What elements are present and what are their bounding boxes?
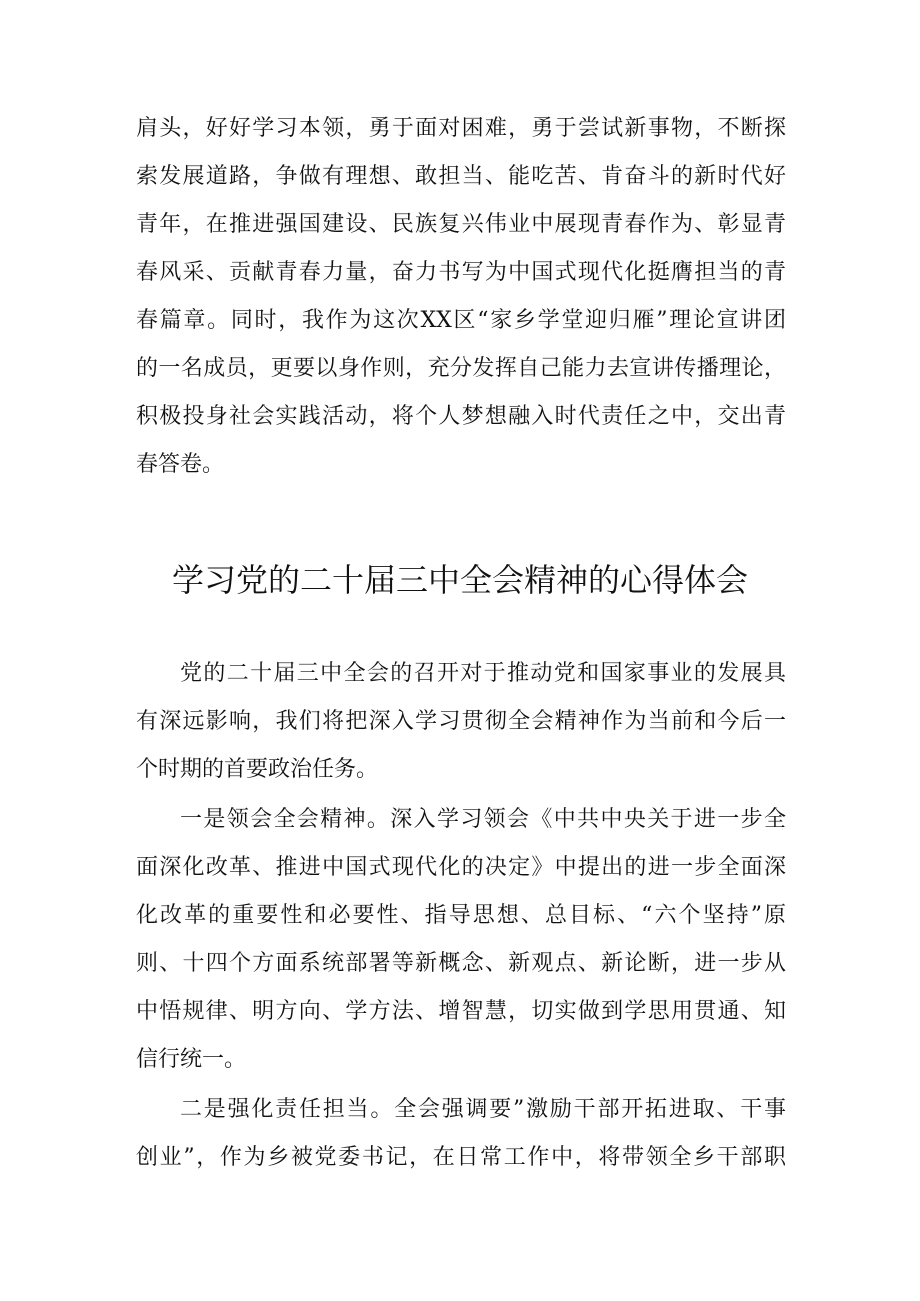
- paragraph-line: 肩头，好好学习本领，勇于面对困难，勇于尝试新事物，不断探: [136, 116, 786, 141]
- paragraph-line: 二是强化责任担当。全会强调要”激励干部开拓进取、干事: [180, 1097, 786, 1122]
- paragraph-line: 化改革的重要性和必要性、指导思想、总目标、“六个坚持”原: [136, 903, 786, 928]
- paragraph-line: 党的二十届三中全会的召开对于推动党和国家事业的发展具: [180, 661, 786, 686]
- paragraph-line: 中悟规律、明方向、学方法、增智慧，切实做到学思用贯通、知: [136, 999, 786, 1024]
- paragraph-line: 的一名成员，更要以身作则，充分发挥自己能力去宣讲传播理论，: [136, 356, 786, 381]
- paragraph-line: 春风采、贡献青春力量，奋力书写为中国式现代化挺膺担当的青: [136, 260, 786, 285]
- paragraph-line: 索发展道路，争做有理想、敢担当、能吃苦、肯奋斗的新时代好: [136, 164, 786, 189]
- article-title: 学习党的二十届三中全会精神的心得体会: [171, 561, 748, 599]
- paragraph-line: 积极投身社会实践活动，将个人梦想融入时代责任之中，交出青: [136, 404, 786, 429]
- paragraph-line: 则、十四个方面系统部署等新概念、新观点、新论断，进一步从: [136, 951, 786, 976]
- continuation-paragraph: [136, 105, 786, 489]
- paragraph-line: 信行统一。: [136, 1047, 247, 1072]
- paragraph-line: 一是领会全会精神。深入学习领会《中共中央关于进一步全: [180, 807, 786, 832]
- paragraph-line: 个时期的首要政治任务。: [136, 757, 379, 782]
- paragraph-line: 有深远影响，我们将把深入学习贯彻全会精神作为当前和今后一: [136, 709, 786, 734]
- paragraph-line: 春篇章。同时，我作为这次XX区“家乡学堂迎归雁”理论宣讲团: [136, 308, 786, 333]
- paragraph-line: 面深化改革、推进中国式现代化的决定》中提出的进一步全面深: [136, 855, 786, 880]
- paragraph-line: 青年，在推进强国建设、民族复兴伟业中展现青春作为、彰显青: [136, 212, 786, 237]
- paragraph-line: 春答卷。: [136, 452, 225, 477]
- paragraph-point-one: [136, 796, 786, 1084]
- paragraph-point-two: [136, 1086, 786, 1182]
- paragraph-intro: [136, 650, 786, 794]
- paragraph-line: 创业”，作为乡被党委书记，在日常工作中，将带领全乡干部职: [136, 1145, 786, 1170]
